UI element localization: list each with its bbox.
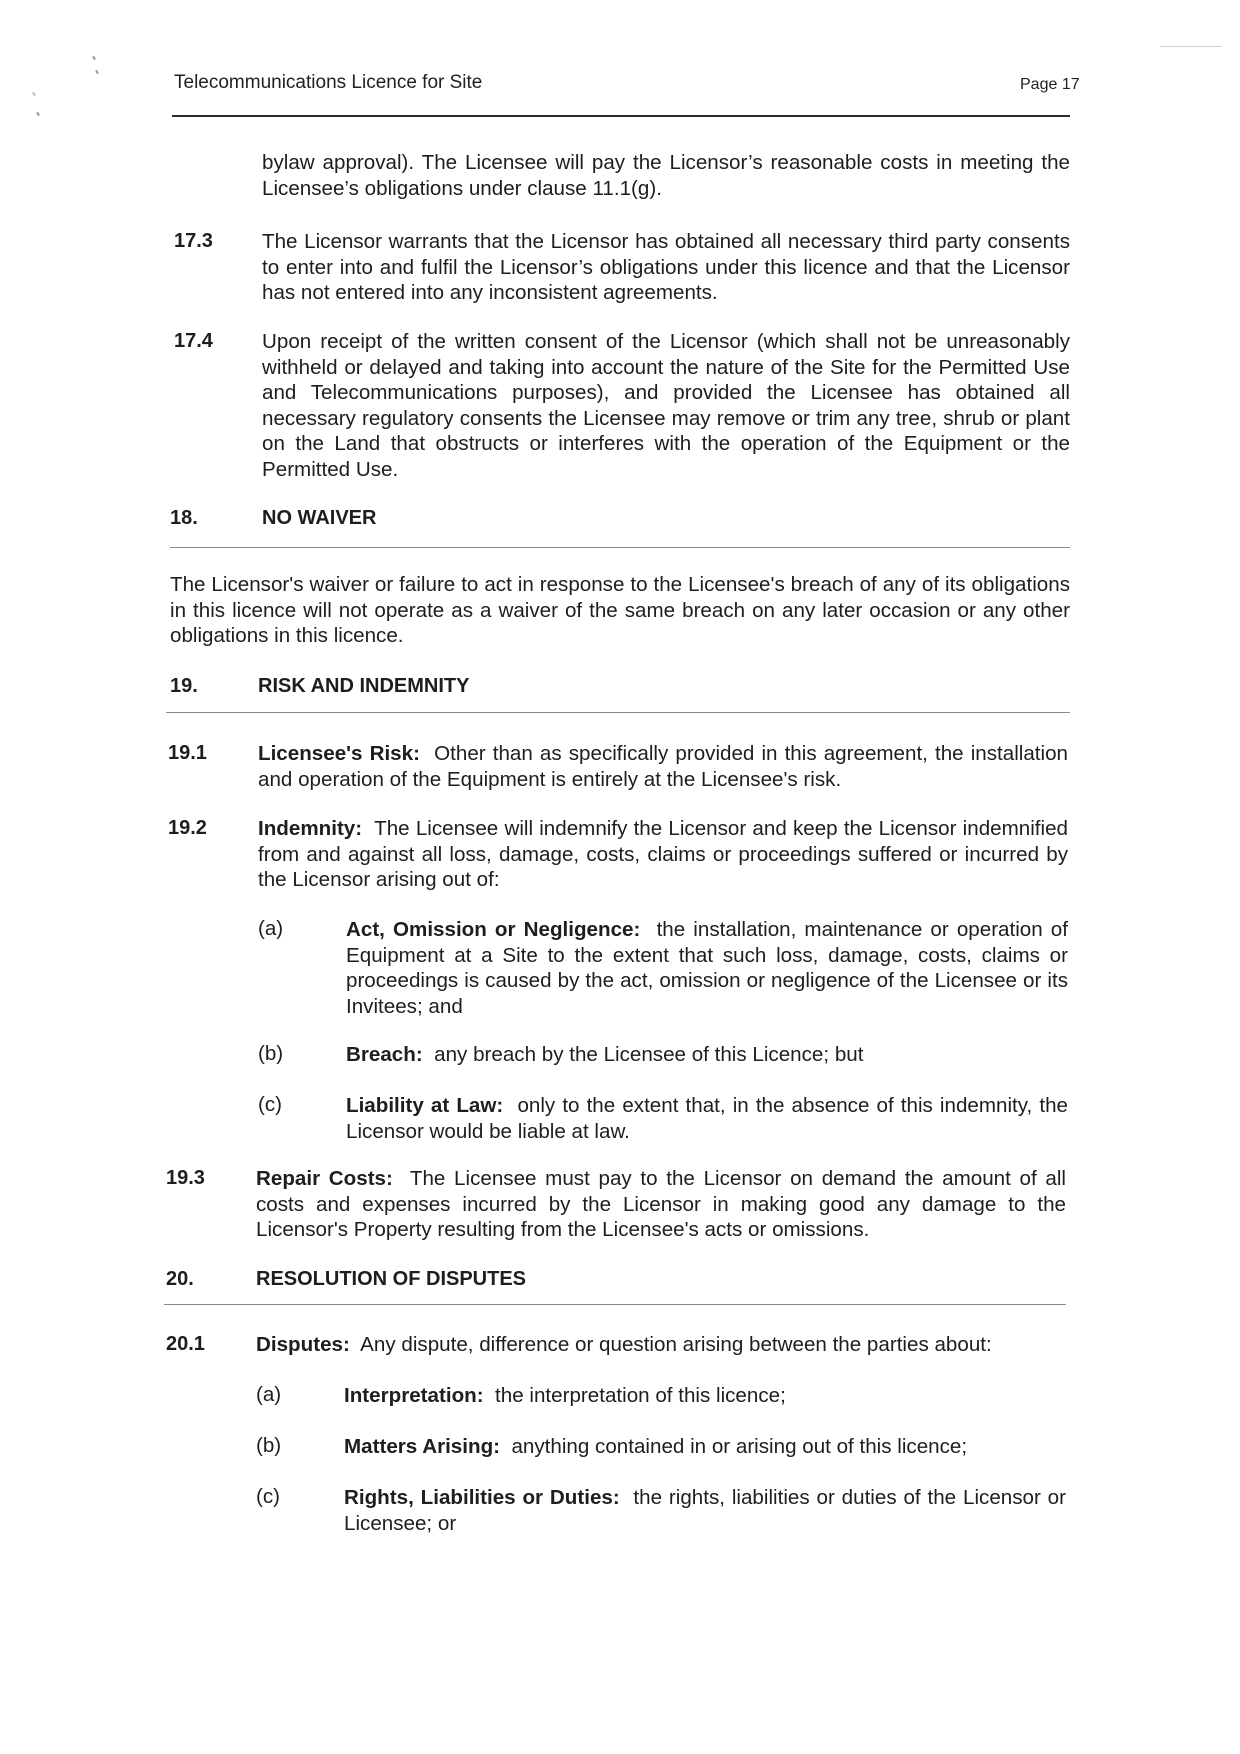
clause-number: 20.1 (166, 1333, 205, 1355)
section-heading-no-waiver: NO WAIVER (262, 507, 377, 529)
section-divider (170, 547, 1070, 548)
clause-19-1 (258, 741, 1068, 792)
section-number: 19. (170, 675, 198, 697)
item-text: the rights, liabilities or duties of the Licensor or Licensee; or (344, 1486, 1066, 1535)
item-label: Interpretation: (344, 1384, 484, 1407)
item-20-1-a (344, 1383, 1066, 1409)
clause-17-3-text: The Licensor warrants that the Licensor has obtained all necessary third party consents to enter into and fulfil the Licensor’s obligations under this licence and that the Licensor has not entered into any inconsistent agreements. (262, 230, 1070, 304)
section-18-body: The Licensor's waiver or failure to act in response to the Licensee's breach of any of its obligations in this licence will not operate as a waiver of the same breach on any later occasion or any other obligations in this licence. (170, 573, 1070, 647)
clause-19-3 (256, 1166, 1066, 1243)
header-divider (172, 115, 1070, 117)
clause-number: 17.3 (174, 230, 213, 252)
clause-label: Disputes: (256, 1333, 350, 1356)
item-label: Matters Arising: (344, 1435, 501, 1458)
clause-label: Repair Costs: (256, 1167, 393, 1190)
item-text: any breach by the Licensee of this Licence; but (434, 1043, 864, 1066)
item-text: the installation, maintenance or operation of Equipment at a Site to the extent that such loss, damage, costs, claims or proceedings is caused by the act, omission or negligence of the Licensee or its Invitees; and (346, 918, 1068, 1018)
clause-17-4-text: Upon receipt of the written consent of the Licensor (which shall not be unreasonably withheld or delayed and taking into account the nature of the Site for the Permitted Use and Telecommunications purposes), and provided the Licensee has obtained all necessary regulatory consents the Licensee may remove or trim any tree, shrub or plant on the Land that obstructs or interferes with the operation of the Equipment or the Permitted Use. (262, 330, 1070, 481)
clause-number: 19.2 (168, 817, 207, 839)
section-divider (166, 712, 1070, 713)
item-19-2-a (346, 917, 1068, 1019)
clause-17-2-continuation: bylaw approval). The Licensee will pay the Licensor’s reasonable costs in meeting the Licensee’s obligations under clause 11.1(g). (262, 151, 1070, 200)
clause-20-1 (256, 1332, 1066, 1358)
section-heading-risk-indemnity: RISK AND INDEMNITY (258, 675, 470, 697)
item-20-1-b (344, 1434, 1066, 1460)
section-heading-resolution-of-disputes: RESOLUTION OF DISPUTES (256, 1268, 527, 1290)
item-marker: (c) (256, 1485, 281, 1508)
item-text: anything contained in or arising out of this licence; (511, 1435, 968, 1458)
scan-edge-mark (1160, 46, 1222, 47)
item-marker: (b) (256, 1434, 282, 1457)
clause-text: Other than as specifically provided in this agreement, the installation and operation of the Equipment is entirely at the Licensee's risk. (258, 742, 1069, 791)
item-20-1-c (344, 1485, 1066, 1536)
clause-19-2 (258, 816, 1068, 893)
item-label: Rights, Liabilities or Duties: (344, 1486, 620, 1509)
page-number: Page 17 (1020, 76, 1080, 93)
item-19-2-c (346, 1093, 1068, 1144)
item-text: only to the extent that, in the absence of this indemnity, the Licensor would be liable at law. (346, 1094, 1068, 1143)
item-label: Breach: (346, 1043, 423, 1066)
clause-text: Any dispute, difference or question arising between the parties about: (360, 1333, 992, 1356)
item-marker: (a) (258, 917, 284, 940)
section-number: 18. (170, 507, 198, 529)
clause-text: The Licensee must pay to the Licensor on demand the amount of all costs and expenses incurred by the Licensor in making good any damage to the Licensor's Property resulting from the Licensee's acts or omissions. (256, 1167, 1066, 1241)
item-marker: (a) (256, 1383, 282, 1406)
item-19-2-b (346, 1042, 1068, 1068)
item-label: Liability at Law: (346, 1094, 504, 1117)
item-marker: (b) (258, 1042, 284, 1065)
clause-number: 19.1 (168, 742, 207, 764)
clause-label: Indemnity: (258, 817, 363, 840)
item-marker: (c) (258, 1093, 283, 1116)
item-text: the interpretation of this licence; (495, 1384, 786, 1407)
item-label: Act, Omission or Negligence: (346, 918, 641, 941)
section-divider (164, 1304, 1066, 1305)
document-header-title: Telecommunications Licence for Site (174, 72, 483, 93)
clause-label: Licensee's Risk: (258, 742, 420, 765)
clause-number: 17.4 (174, 330, 213, 352)
clause-number: 19.3 (166, 1167, 205, 1189)
section-number: 20. (166, 1268, 194, 1290)
clause-text: The Licensee will indemnify the Licensor and keep the Licensor indemnified from and against all loss, damage, costs, claims or proceedings suffered or incurred by the Licensor arising out of: (258, 817, 1068, 891)
